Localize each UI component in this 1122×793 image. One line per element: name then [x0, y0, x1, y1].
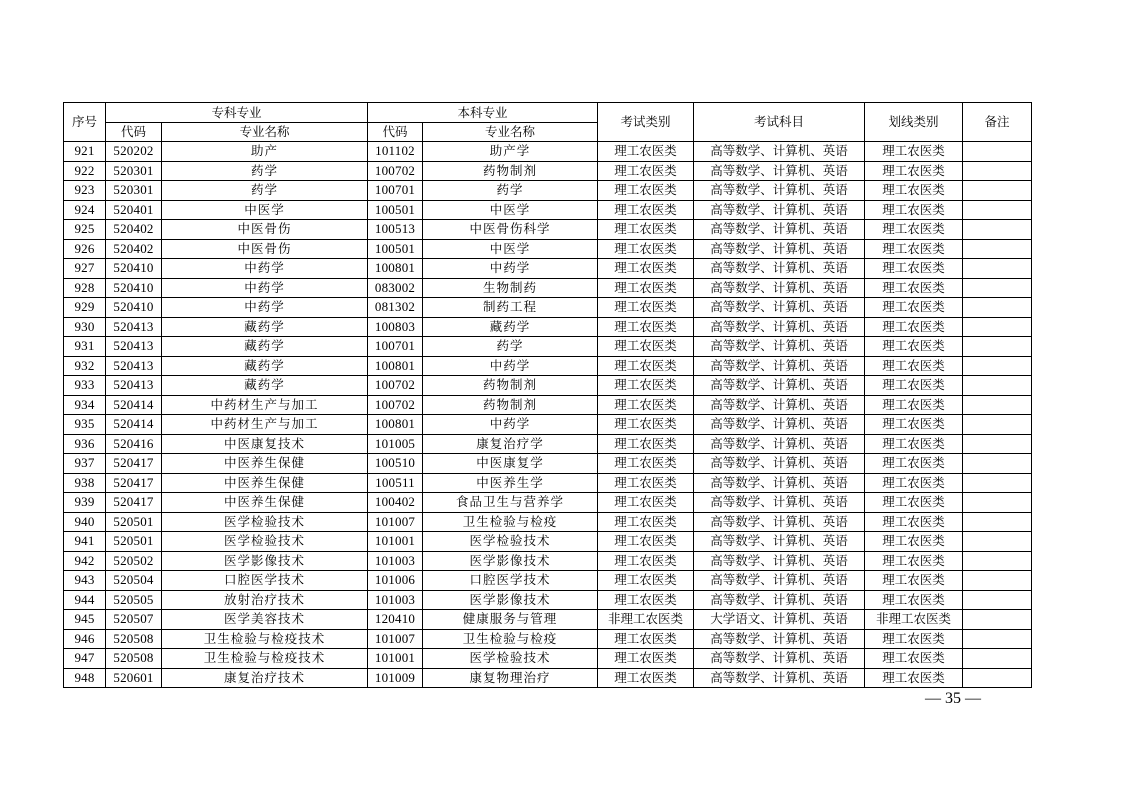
- cell-remarks: [963, 142, 1032, 162]
- cell-remarks: [963, 259, 1032, 279]
- header-benke-code: 代码: [368, 123, 423, 142]
- cell-zhuanke-name: 中药学: [162, 278, 368, 298]
- cell-seq: 947: [64, 649, 106, 669]
- cell-benke-name: 医学影像技术: [423, 590, 598, 610]
- cell-exam-category: 理工农医类: [598, 220, 694, 240]
- cell-exam-subjects: 高等数学、计算机、英语: [694, 356, 865, 376]
- cell-benke-name: 中药学: [423, 415, 598, 435]
- cell-zhuanke-name: 中医养生保健: [162, 454, 368, 474]
- cell-remarks: [963, 610, 1032, 630]
- cell-remarks: [963, 532, 1032, 552]
- cell-benke-name: 中医学: [423, 200, 598, 220]
- cell-zhuanke-name: 药学: [162, 181, 368, 201]
- cell-exam-category: 理工农医类: [598, 415, 694, 435]
- cell-exam-category: 理工农医类: [598, 493, 694, 513]
- cell-benke-code: 101007: [368, 629, 423, 649]
- cell-benke-code: 100801: [368, 415, 423, 435]
- cell-zhuanke-code: 520414: [106, 415, 162, 435]
- cell-cutoff-category: 理工农医类: [865, 473, 963, 493]
- cell-zhuanke-code: 520402: [106, 220, 162, 240]
- cell-seq: 934: [64, 395, 106, 415]
- cell-seq: 948: [64, 668, 106, 688]
- cell-benke-name: 卫生检验与检疫: [423, 512, 598, 532]
- cell-cutoff-category: 理工农医类: [865, 200, 963, 220]
- cell-zhuanke-code: 520413: [106, 337, 162, 357]
- cell-zhuanke-code: 520504: [106, 571, 162, 591]
- cell-remarks: [963, 376, 1032, 396]
- cell-seq: 921: [64, 142, 106, 162]
- cell-exam-subjects: 高等数学、计算机、英语: [694, 337, 865, 357]
- cell-exam-category: 理工农医类: [598, 337, 694, 357]
- cell-exam-category: 理工农医类: [598, 395, 694, 415]
- cell-zhuanke-code: 520410: [106, 278, 162, 298]
- cell-remarks: [963, 571, 1032, 591]
- cell-cutoff-category: 理工农医类: [865, 434, 963, 454]
- cell-benke-code: 100402: [368, 493, 423, 513]
- header-zhuanke-code: 代码: [106, 123, 162, 142]
- cell-cutoff-category: 理工农医类: [865, 395, 963, 415]
- cell-exam-subjects: 高等数学、计算机、英语: [694, 649, 865, 669]
- cell-zhuanke-name: 医学检验技术: [162, 512, 368, 532]
- cell-benke-name: 医学检验技术: [423, 532, 598, 552]
- cell-cutoff-category: 理工农医类: [865, 551, 963, 571]
- cell-zhuanke-code: 520417: [106, 493, 162, 513]
- cell-cutoff-category: 理工农医类: [865, 571, 963, 591]
- cell-seq: 935: [64, 415, 106, 435]
- cell-seq: 926: [64, 239, 106, 259]
- header-remarks: 备注: [963, 103, 1032, 142]
- cell-benke-name: 卫生检验与检疫: [423, 629, 598, 649]
- cell-cutoff-category: 理工农医类: [865, 493, 963, 513]
- cell-benke-code: 081302: [368, 298, 423, 318]
- cell-exam-subjects: 高等数学、计算机、英语: [694, 493, 865, 513]
- cell-seq: 937: [64, 454, 106, 474]
- table-row: [64, 239, 1032, 259]
- cell-remarks: [963, 551, 1032, 571]
- cell-remarks: [963, 239, 1032, 259]
- cell-benke-code: 101006: [368, 571, 423, 591]
- cell-zhuanke-code: 520505: [106, 590, 162, 610]
- cell-cutoff-category: 理工农医类: [865, 356, 963, 376]
- cell-exam-category: 理工农医类: [598, 590, 694, 610]
- cell-exam-subjects: 大学语文、计算机、英语: [694, 610, 865, 630]
- cell-exam-category: 非理工农医类: [598, 610, 694, 630]
- cell-seq: 925: [64, 220, 106, 240]
- cell-seq: 924: [64, 200, 106, 220]
- table-row: [64, 142, 1032, 162]
- cell-benke-code: 100501: [368, 239, 423, 259]
- cell-cutoff-category: 理工农医类: [865, 298, 963, 318]
- cell-zhuanke-code: 520502: [106, 551, 162, 571]
- cell-exam-subjects: 高等数学、计算机、英语: [694, 317, 865, 337]
- cell-zhuanke-code: 520417: [106, 473, 162, 493]
- cell-benke-code: 100702: [368, 395, 423, 415]
- cell-zhuanke-code: 520508: [106, 629, 162, 649]
- cell-zhuanke-name: 卫生检验与检疫技术: [162, 649, 368, 669]
- cell-exam-category: 理工农医类: [598, 532, 694, 552]
- cell-exam-category: 理工农医类: [598, 298, 694, 318]
- cell-exam-subjects: 高等数学、计算机、英语: [694, 395, 865, 415]
- cell-benke-name: 药物制剂: [423, 161, 598, 181]
- header-zhuanke-group: 专科专业: [106, 103, 368, 123]
- cell-seq: 941: [64, 532, 106, 552]
- cell-remarks: [963, 298, 1032, 318]
- cell-cutoff-category: 理工农医类: [865, 532, 963, 552]
- cell-exam-subjects: 高等数学、计算机、英语: [694, 259, 865, 279]
- cell-exam-category: 理工农医类: [598, 668, 694, 688]
- table-row: [64, 473, 1032, 493]
- cell-benke-code: 101007: [368, 512, 423, 532]
- cell-zhuanke-name: 中药材生产与加工: [162, 415, 368, 435]
- cell-seq: 931: [64, 337, 106, 357]
- table-row: [64, 415, 1032, 435]
- cell-cutoff-category: 理工农医类: [865, 415, 963, 435]
- cell-benke-code: 100510: [368, 454, 423, 474]
- cell-cutoff-category: 理工农医类: [865, 239, 963, 259]
- cell-remarks: [963, 668, 1032, 688]
- cell-benke-name: 藏药学: [423, 317, 598, 337]
- cell-seq: 933: [64, 376, 106, 396]
- cell-benke-name: 食品卫生与营养学: [423, 493, 598, 513]
- header-cutoff-category: 划线类别: [865, 103, 963, 142]
- cell-remarks: [963, 415, 1032, 435]
- cell-zhuanke-code: 520301: [106, 181, 162, 201]
- cell-zhuanke-name: 中药材生产与加工: [162, 395, 368, 415]
- header-seq: 序号: [64, 103, 106, 142]
- table-row: [64, 434, 1032, 454]
- cell-exam-category: 理工农医类: [598, 454, 694, 474]
- cell-seq: 936: [64, 434, 106, 454]
- cell-benke-code: 100513: [368, 220, 423, 240]
- cell-benke-code: 101005: [368, 434, 423, 454]
- cell-zhuanke-name: 药学: [162, 161, 368, 181]
- cell-zhuanke-name: 放射治疗技术: [162, 590, 368, 610]
- cell-zhuanke-code: 520601: [106, 668, 162, 688]
- cell-cutoff-category: 非理工农医类: [865, 610, 963, 630]
- cell-cutoff-category: 理工农医类: [865, 376, 963, 396]
- cell-exam-category: 理工农医类: [598, 571, 694, 591]
- cell-exam-subjects: 高等数学、计算机、英语: [694, 434, 865, 454]
- cell-benke-name: 中医学: [423, 239, 598, 259]
- cell-zhuanke-name: 康复治疗技术: [162, 668, 368, 688]
- cell-cutoff-category: 理工农医类: [865, 317, 963, 337]
- table-row: [64, 649, 1032, 669]
- cell-exam-category: 理工农医类: [598, 317, 694, 337]
- cell-zhuanke-name: 藏药学: [162, 356, 368, 376]
- table-row: [64, 493, 1032, 513]
- cell-remarks: [963, 590, 1032, 610]
- cell-zhuanke-code: 520416: [106, 434, 162, 454]
- cell-remarks: [963, 434, 1032, 454]
- page-number: — 35 —: [925, 690, 981, 707]
- cell-exam-subjects: 高等数学、计算机、英语: [694, 629, 865, 649]
- table-row: [64, 376, 1032, 396]
- cell-remarks: [963, 649, 1032, 669]
- cell-benke-code: 100801: [368, 259, 423, 279]
- table-header: [64, 103, 1032, 142]
- cell-cutoff-category: 理工农医类: [865, 181, 963, 201]
- cell-exam-category: 理工农医类: [598, 142, 694, 162]
- cell-exam-category: 理工农医类: [598, 239, 694, 259]
- header-zhuanke-name: 专业名称: [162, 123, 368, 142]
- table-row: [64, 395, 1032, 415]
- cell-seq: 927: [64, 259, 106, 279]
- cell-seq: 930: [64, 317, 106, 337]
- cell-zhuanke-code: 520401: [106, 200, 162, 220]
- table-row: [64, 532, 1032, 552]
- cell-remarks: [963, 220, 1032, 240]
- cell-remarks: [963, 493, 1032, 513]
- cell-exam-category: 理工农医类: [598, 200, 694, 220]
- cell-zhuanke-code: 520410: [106, 298, 162, 318]
- cell-cutoff-category: 理工农医类: [865, 454, 963, 474]
- cell-zhuanke-name: 藏药学: [162, 376, 368, 396]
- table-row: [64, 668, 1032, 688]
- cell-cutoff-category: 理工农医类: [865, 278, 963, 298]
- cell-seq: 938: [64, 473, 106, 493]
- cell-zhuanke-code: 520414: [106, 395, 162, 415]
- table-row: [64, 512, 1032, 532]
- cell-zhuanke-name: 中医学: [162, 200, 368, 220]
- cell-benke-name: 助产学: [423, 142, 598, 162]
- cell-seq: 932: [64, 356, 106, 376]
- cell-zhuanke-name: 中医养生保健: [162, 493, 368, 513]
- cell-benke-code: 100701: [368, 337, 423, 357]
- cell-cutoff-category: 理工农医类: [865, 161, 963, 181]
- table-row: [64, 356, 1032, 376]
- cell-cutoff-category: 理工农医类: [865, 629, 963, 649]
- cell-zhuanke-name: 医学影像技术: [162, 551, 368, 571]
- cell-remarks: [963, 200, 1032, 220]
- cell-zhuanke-name: 医学美容技术: [162, 610, 368, 630]
- cell-seq: 939: [64, 493, 106, 513]
- table-row: [64, 161, 1032, 181]
- cell-exam-category: 理工农医类: [598, 473, 694, 493]
- cell-exam-category: 理工农医类: [598, 161, 694, 181]
- cell-remarks: [963, 629, 1032, 649]
- cell-remarks: [963, 473, 1032, 493]
- cell-benke-name: 中医康复学: [423, 454, 598, 474]
- cell-benke-code: 100803: [368, 317, 423, 337]
- table-row: [64, 200, 1032, 220]
- cell-exam-subjects: 高等数学、计算机、英语: [694, 571, 865, 591]
- cell-benke-name: 医学检验技术: [423, 649, 598, 669]
- cell-benke-code: 100501: [368, 200, 423, 220]
- cell-exam-subjects: 高等数学、计算机、英语: [694, 415, 865, 435]
- cell-exam-category: 理工农医类: [598, 376, 694, 396]
- cell-remarks: [963, 317, 1032, 337]
- table-row: [64, 181, 1032, 201]
- cell-benke-name: 医学影像技术: [423, 551, 598, 571]
- cell-benke-code: 101003: [368, 590, 423, 610]
- cell-benke-name: 药物制剂: [423, 376, 598, 396]
- table-row: [64, 571, 1032, 591]
- cell-benke-code: 101003: [368, 551, 423, 571]
- cell-benke-name: 口腔医学技术: [423, 571, 598, 591]
- cell-benke-name: 药学: [423, 181, 598, 201]
- table-row: [64, 551, 1032, 571]
- cell-exam-subjects: 高等数学、计算机、英语: [694, 298, 865, 318]
- cell-cutoff-category: 理工农医类: [865, 142, 963, 162]
- cell-remarks: [963, 161, 1032, 181]
- cell-zhuanke-name: 中药学: [162, 259, 368, 279]
- cell-benke-name: 中医骨伤科学: [423, 220, 598, 240]
- cell-exam-category: 理工农医类: [598, 356, 694, 376]
- cell-benke-code: 100702: [368, 161, 423, 181]
- cell-remarks: [963, 454, 1032, 474]
- cell-exam-subjects: 高等数学、计算机、英语: [694, 239, 865, 259]
- cell-benke-name: 药物制剂: [423, 395, 598, 415]
- cell-zhuanke-code: 520508: [106, 649, 162, 669]
- cell-benke-name: 生物制药: [423, 278, 598, 298]
- cell-benke-name: 药学: [423, 337, 598, 357]
- cell-zhuanke-name: 卫生检验与检疫技术: [162, 629, 368, 649]
- cell-zhuanke-name: 中医养生保健: [162, 473, 368, 493]
- header-benke-name: 专业名称: [423, 123, 598, 142]
- cell-zhuanke-code: 520413: [106, 317, 162, 337]
- cell-remarks: [963, 337, 1032, 357]
- major-mapping-table-container: [63, 102, 1031, 688]
- cell-zhuanke-code: 520202: [106, 142, 162, 162]
- cell-zhuanke-name: 助产: [162, 142, 368, 162]
- table-row: [64, 590, 1032, 610]
- cell-benke-code: 101102: [368, 142, 423, 162]
- cell-seq: 945: [64, 610, 106, 630]
- cell-benke-code: 100801: [368, 356, 423, 376]
- cell-benke-name: 康复治疗学: [423, 434, 598, 454]
- cell-exam-subjects: 高等数学、计算机、英语: [694, 454, 865, 474]
- cell-seq: 946: [64, 629, 106, 649]
- cell-zhuanke-code: 520301: [106, 161, 162, 181]
- table-row: [64, 220, 1032, 240]
- cell-zhuanke-code: 520413: [106, 376, 162, 396]
- cell-cutoff-category: 理工农医类: [865, 512, 963, 532]
- header-benke-group: 本科专业: [368, 103, 598, 123]
- cell-cutoff-category: 理工农医类: [865, 590, 963, 610]
- cell-cutoff-category: 理工农医类: [865, 259, 963, 279]
- cell-zhuanke-code: 520410: [106, 259, 162, 279]
- cell-exam-subjects: 高等数学、计算机、英语: [694, 200, 865, 220]
- cell-zhuanke-name: 口腔医学技术: [162, 571, 368, 591]
- cell-remarks: [963, 181, 1032, 201]
- cell-seq: 943: [64, 571, 106, 591]
- table-row: [64, 278, 1032, 298]
- cell-zhuanke-name: 中医骨伤: [162, 220, 368, 240]
- cell-zhuanke-code: 520501: [106, 532, 162, 552]
- cell-benke-code: 100511: [368, 473, 423, 493]
- cell-exam-subjects: 高等数学、计算机、英语: [694, 532, 865, 552]
- cell-exam-subjects: 高等数学、计算机、英语: [694, 590, 865, 610]
- cell-exam-subjects: 高等数学、计算机、英语: [694, 278, 865, 298]
- cell-exam-category: 理工农医类: [598, 259, 694, 279]
- cell-zhuanke-name: 医学检验技术: [162, 532, 368, 552]
- cell-exam-category: 理工农医类: [598, 278, 694, 298]
- cell-exam-category: 理工农医类: [598, 181, 694, 201]
- table-row: [64, 610, 1032, 630]
- cell-remarks: [963, 395, 1032, 415]
- cell-zhuanke-code: 520507: [106, 610, 162, 630]
- cell-seq: 929: [64, 298, 106, 318]
- cell-exam-subjects: 高等数学、计算机、英语: [694, 220, 865, 240]
- cell-zhuanke-code: 520501: [106, 512, 162, 532]
- cell-zhuanke-name: 藏药学: [162, 317, 368, 337]
- cell-zhuanke-name: 中医康复技术: [162, 434, 368, 454]
- cell-benke-code: 100701: [368, 181, 423, 201]
- table-row: [64, 317, 1032, 337]
- header-exam-category: 考试类别: [598, 103, 694, 142]
- cell-zhuanke-name: 中医骨伤: [162, 239, 368, 259]
- cell-benke-code: 120410: [368, 610, 423, 630]
- cell-benke-name: 制药工程: [423, 298, 598, 318]
- cell-exam-category: 理工农医类: [598, 629, 694, 649]
- cell-benke-name: 健康服务与管理: [423, 610, 598, 630]
- cell-exam-category: 理工农医类: [598, 649, 694, 669]
- cell-benke-name: 中药学: [423, 356, 598, 376]
- cell-remarks: [963, 278, 1032, 298]
- cell-zhuanke-code: 520413: [106, 356, 162, 376]
- cell-exam-subjects: 高等数学、计算机、英语: [694, 181, 865, 201]
- cell-exam-subjects: 高等数学、计算机、英语: [694, 551, 865, 571]
- cell-zhuanke-code: 520402: [106, 239, 162, 259]
- cell-seq: 922: [64, 161, 106, 181]
- table-row: [64, 629, 1032, 649]
- table-body: [64, 142, 1032, 688]
- cell-seq: 944: [64, 590, 106, 610]
- cell-benke-name: 中药学: [423, 259, 598, 279]
- cell-remarks: [963, 512, 1032, 532]
- cell-benke-code: 100702: [368, 376, 423, 396]
- cell-benke-name: 中医养生学: [423, 473, 598, 493]
- cell-exam-subjects: 高等数学、计算机、英语: [694, 376, 865, 396]
- cell-cutoff-category: 理工农医类: [865, 337, 963, 357]
- cell-remarks: [963, 356, 1032, 376]
- cell-exam-category: 理工农医类: [598, 434, 694, 454]
- cell-exam-category: 理工农医类: [598, 512, 694, 532]
- cell-benke-code: 101009: [368, 668, 423, 688]
- cell-exam-subjects: 高等数学、计算机、英语: [694, 512, 865, 532]
- cell-benke-code: 101001: [368, 532, 423, 552]
- cell-cutoff-category: 理工农医类: [865, 649, 963, 669]
- cell-seq: 928: [64, 278, 106, 298]
- cell-benke-code: 101001: [368, 649, 423, 669]
- table-row: [64, 298, 1032, 318]
- table-row: [64, 337, 1032, 357]
- cell-cutoff-category: 理工农医类: [865, 220, 963, 240]
- cell-seq: 923: [64, 181, 106, 201]
- table-row: [64, 259, 1032, 279]
- cell-seq: 940: [64, 512, 106, 532]
- cell-exam-subjects: 高等数学、计算机、英语: [694, 668, 865, 688]
- cell-exam-subjects: 高等数学、计算机、英语: [694, 142, 865, 162]
- cell-cutoff-category: 理工农医类: [865, 668, 963, 688]
- cell-zhuanke-code: 520417: [106, 454, 162, 474]
- cell-seq: 942: [64, 551, 106, 571]
- cell-zhuanke-name: 藏药学: [162, 337, 368, 357]
- table-row: [64, 454, 1032, 474]
- header-exam-subjects: 考试科目: [694, 103, 865, 142]
- cell-exam-category: 理工农医类: [598, 551, 694, 571]
- cell-benke-name: 康复物理治疗: [423, 668, 598, 688]
- cell-benke-code: 083002: [368, 278, 423, 298]
- major-mapping-table: [63, 102, 1032, 688]
- cell-exam-subjects: 高等数学、计算机、英语: [694, 473, 865, 493]
- cell-zhuanke-name: 中药学: [162, 298, 368, 318]
- cell-exam-subjects: 高等数学、计算机、英语: [694, 161, 865, 181]
